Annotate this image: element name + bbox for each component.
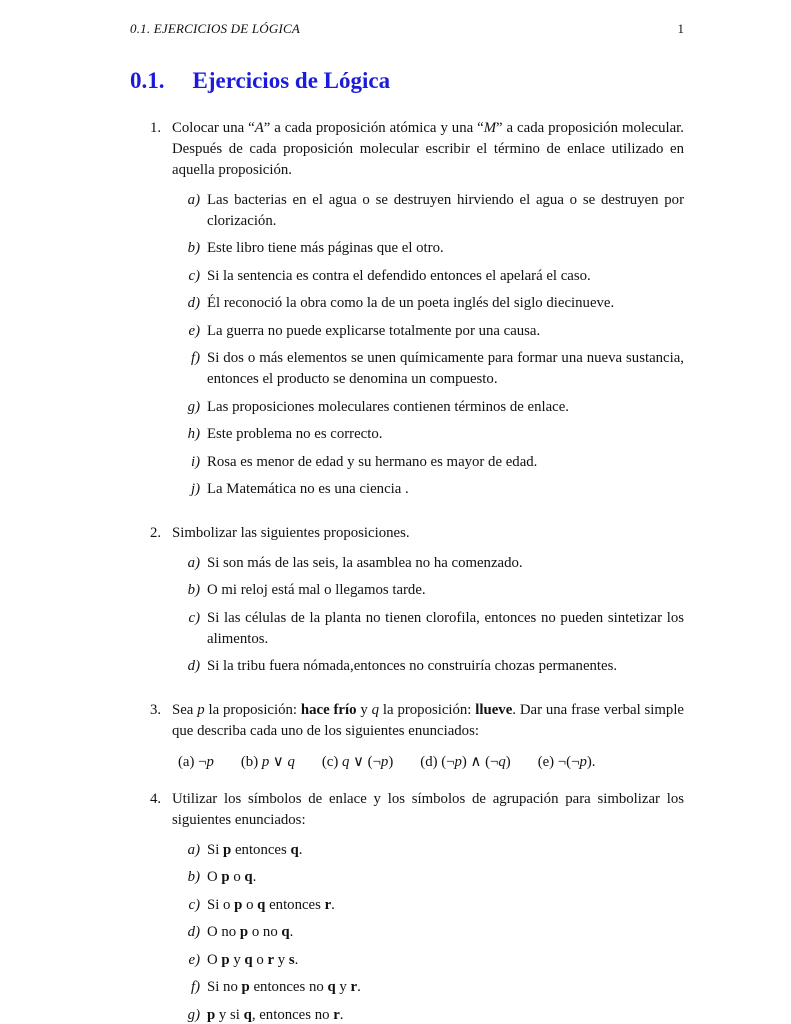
item-text: Si dos o más elementos se unen químicamente para formar una nueva sustancia, entonces el producto se denomina un compuesto. — [207, 350, 684, 388]
item-text: Él reconoció la obra como la de un poeta inglés del siglo diecinueve. — [207, 295, 615, 312]
exercise-3 — [130, 700, 684, 773]
item-label: c) — [188, 896, 200, 913]
list-item — [172, 293, 684, 314]
exercise-number: 3. — [150, 701, 162, 718]
item-label: e) — [188, 951, 200, 968]
exercise-body — [172, 789, 684, 1024]
list-item — [172, 922, 684, 943]
exercise-items — [172, 840, 684, 1024]
exercise-body — [172, 700, 684, 773]
exercise-body — [172, 118, 684, 507]
exercise-2 — [130, 523, 684, 684]
item-text: O no p o no q. — [207, 924, 294, 941]
page-number: 1 — [677, 21, 684, 36]
list-item — [172, 977, 684, 998]
formula-c: (c) q ∨ (¬p) — [321, 753, 394, 770]
item-text: Las bacterias en el agua o se destruyen hirviendo el agua o se destruyen por clorización. — [207, 191, 684, 229]
exercise-4 — [130, 789, 684, 1024]
item-label: a) — [187, 554, 200, 571]
list-item — [172, 553, 684, 574]
list-item — [172, 397, 684, 418]
item-label: e) — [188, 322, 200, 339]
list-item — [172, 950, 684, 971]
item-label: a) — [187, 191, 200, 208]
exercise-prompt: Simbolizar las siguientes proposiciones. — [172, 524, 410, 541]
item-text: Rosa es menor de edad y su hermano es mayor de edad. — [207, 453, 538, 470]
item-text: Este libro tiene más páginas que el otro. — [207, 240, 444, 257]
exercise-prompt: Colocar una “A” a cada proposición atómica y una “M” a cada proposición molecular. Después de cada proposición molecular escribir el término de enlace utilizado en aquella proposición. — [172, 119, 684, 178]
item-text: Si p entonces q. — [207, 841, 303, 858]
item-label: c) — [188, 609, 200, 626]
item-text: O p y q o r y s. — [207, 951, 299, 968]
formula-b: (b) p ∨ q — [240, 753, 295, 770]
item-text: Si son más de las seis, la asamblea no ha comenzado. — [207, 554, 523, 571]
running-header — [130, 20, 684, 38]
item-label: d) — [187, 658, 200, 675]
exercise-1 — [130, 118, 684, 507]
list-item — [172, 608, 684, 650]
item-label: g) — [187, 398, 200, 415]
item-label: d) — [187, 295, 200, 312]
section-number: 0.1. — [130, 68, 165, 94]
formula-row — [178, 752, 684, 773]
item-label: g) — [187, 1006, 200, 1023]
exercise-number: 4. — [150, 790, 162, 807]
item-text: Si no p entonces no q y r. — [207, 979, 361, 996]
item-label: b) — [187, 240, 200, 257]
list-item — [172, 840, 684, 861]
formula-d: (d) (¬p) ∧ (¬q) — [420, 753, 511, 770]
list-item — [172, 580, 684, 601]
list-item — [172, 190, 684, 232]
list-item — [172, 895, 684, 916]
list-item — [172, 238, 684, 259]
item-text: Si la sentencia es contra el defendido entonces el apelará el caso. — [207, 267, 591, 284]
list-item — [172, 424, 684, 445]
running-header-title: 0.1. EJERCICIOS DE LÓGICA — [130, 21, 301, 36]
item-label: f) — [190, 350, 200, 367]
exercise-prompt: Utilizar los símbolos de enlace y los símbolos de agrupación para simbolizar los siguientes enunciados: — [172, 790, 684, 828]
item-label: f) — [190, 979, 200, 996]
list-item — [172, 479, 684, 500]
item-label: d) — [187, 924, 200, 941]
item-text: La guerra no puede explicarse totalmente por una causa. — [207, 322, 541, 339]
item-text: Si las células de la planta no tienen clorofila, entonces no pueden sintetizar los alimentos. — [207, 609, 684, 647]
exercise-number: 1. — [150, 119, 162, 136]
formula-e: (e) ¬(¬p). — [537, 753, 596, 770]
exercise-body — [172, 523, 684, 684]
list-item — [172, 348, 684, 390]
item-label: b) — [187, 869, 200, 886]
list-item — [172, 452, 684, 473]
section-title — [130, 68, 684, 93]
item-label: b) — [187, 582, 200, 599]
list-item — [172, 266, 684, 287]
item-text: O p o q. — [207, 869, 257, 886]
list-item — [172, 656, 684, 677]
list-item — [172, 1005, 684, 1024]
item-label: c) — [188, 267, 200, 284]
item-text: Este problema no es correcto. — [207, 426, 383, 443]
item-text: Si la tribu fuera nómada,entonces no construiría chozas permanentes. — [207, 658, 618, 675]
item-label: a) — [187, 841, 200, 858]
item-label: i) — [190, 453, 200, 470]
item-text: Las proposiciones moleculares contienen términos de enlace. — [207, 398, 569, 415]
item-label: h) — [187, 426, 200, 443]
formula-a: (a) ¬p — [178, 753, 214, 770]
item-label: j) — [190, 481, 200, 498]
exercise-number: 2. — [150, 524, 162, 541]
item-text: p y si q, entonces no r. — [207, 1006, 344, 1023]
exercise-items — [172, 190, 684, 501]
item-text: Si o p o q entonces r. — [207, 896, 335, 913]
item-text: O mi reloj está mal o llegamos tarde. — [207, 582, 426, 599]
exercise-prompt: Sea p la proposición: hace frío y q la proposición: llueve. Dar una frase verbal simple que describa cada uno de los siguientes enunciados: — [172, 701, 684, 739]
section-title-text: Ejercicios de Lógica — [192, 68, 391, 94]
list-item — [172, 321, 684, 342]
exercise-items — [172, 553, 684, 678]
list-item — [172, 867, 684, 888]
item-text: La Matemática no es una ciencia . — [207, 481, 409, 498]
